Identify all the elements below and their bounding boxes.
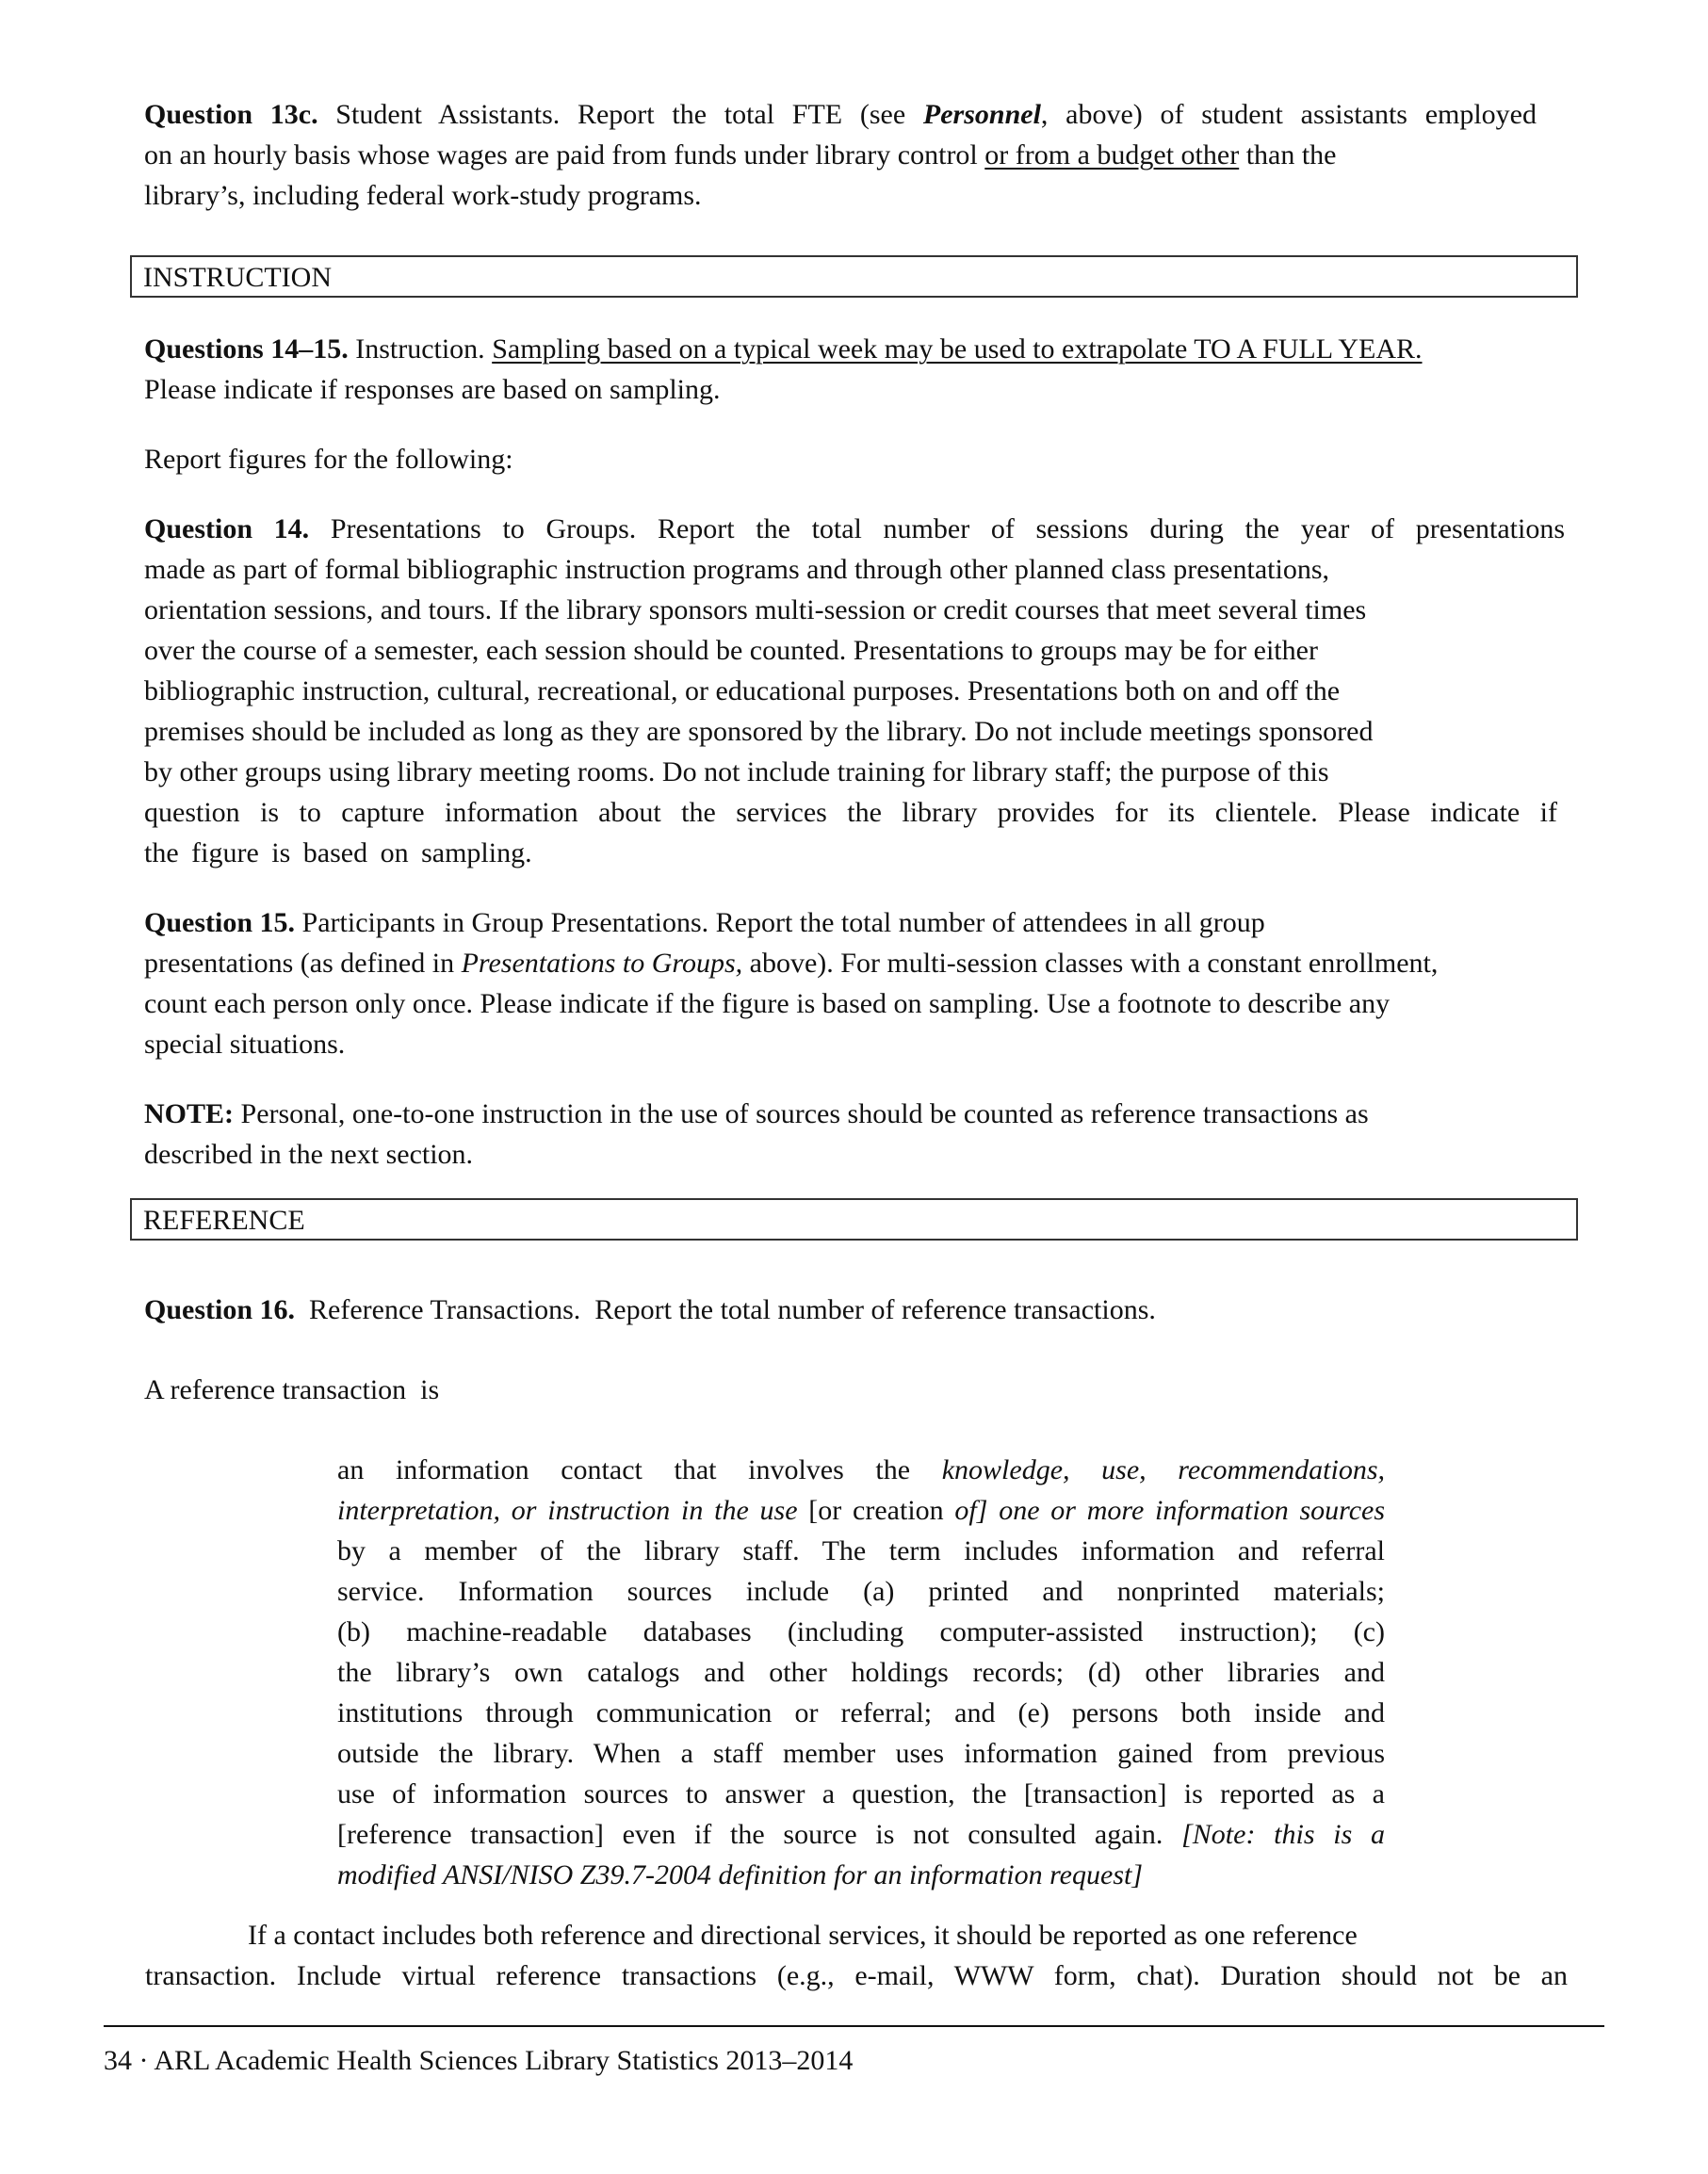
q14-line-9: the figure is based on sampling.	[144, 837, 532, 868]
q13c-line-3: library’s, including federal work-study programs.	[144, 180, 702, 211]
blockquote-line-7: institutions through communication or referral; and (e) persons both inside and	[337, 1697, 1385, 1728]
q14-line-6: premises should be included as long as they are sponsored by the library. Do not include meetings sponsored	[144, 716, 1374, 747]
note-line-2: described in the next section.	[144, 1139, 474, 1170]
q15-line-4: special situations.	[144, 1029, 346, 1060]
blockquote-line-1: an information contact that involves the knowledge, use, recommendations,	[337, 1454, 1385, 1485]
note-label: NOTE:	[144, 1098, 235, 1129]
personnel-term: Personnel	[922, 99, 1041, 130]
budget-underline: or from a budget other	[984, 139, 1240, 170]
q13c-line-2: on an hourly basis whose wages are paid from funds under library control or from a budget other than the	[144, 139, 1337, 170]
section-title: REFERENCE	[143, 1205, 305, 1236]
reference-definition-intro: A reference transaction is	[144, 1374, 440, 1405]
section-title: INSTRUCTION	[143, 262, 332, 293]
q14-line-4: over the course of a semester, each session should be counted. Presentations to groups may be for either	[144, 635, 1318, 666]
section-header-reference	[130, 1198, 1578, 1241]
blockquote-line-8: outside the library. When a staff member uses information gained from previous	[337, 1738, 1385, 1769]
sampling-underline: Sampling based on a typical week may be used to extrapolate TO A FULL YEAR.	[492, 333, 1423, 365]
q14-15-line-1: Questions 14–15. Instruction. Sampling based on a typical week may be used to extrapolate TO A FULL YEAR.	[144, 333, 1423, 365]
blockquote-line-6: the library’s own catalogs and other holdings records; (d) other libraries and	[337, 1657, 1385, 1688]
q14-line-2: made as part of formal bibliographic instruction programs and through other planned class presentations,	[144, 554, 1329, 585]
page-footer: 34 · ARL Academic Health Sciences Library Statistics 2013–2014	[104, 2045, 854, 2076]
footer-divider	[104, 2025, 1604, 2027]
blockquote-line-10: [reference transaction] even if the source is not consulted again. [Note: this is a	[337, 1819, 1385, 1850]
q15-line-2: presentations (as defined in Presentations to Groups, above). For multi-session classes with a constant enrollment,	[144, 948, 1439, 979]
q15-line-3: count each person only once. Please indicate if the figure is based on sampling. Use a footnote to describe any	[144, 988, 1391, 1019]
q14-line-8: question is to capture information about the services the library provides for its clientele. Please indicate if	[144, 797, 1557, 828]
q15-label: Question 15.	[144, 907, 296, 938]
q16-line: Question 16. Reference Transactions. Report the total number of reference transactions.	[144, 1294, 1156, 1325]
presentations-to-groups-term: Presentations to Groups,	[461, 948, 743, 979]
q16-label: Question 16.	[144, 1294, 296, 1325]
section-header-instruction	[130, 255, 1578, 298]
closing-line-1: If a contact includes both reference and directional services, it should be reported as one reference	[248, 1920, 1358, 1951]
q14-line-1: Question 14. Presentations to Groups. Report the total number of sessions during the year of presentations	[144, 513, 1565, 544]
blockquote-line-5: (b) machine-readable databases (including computer-assisted instruction); (c)	[337, 1616, 1385, 1647]
blockquote-line-4: service. Information sources include (a) printed and nonprinted materials;	[337, 1576, 1385, 1607]
blockquote-line-2: interpretation, or instruction in the use [or creation of] one or more information sources	[337, 1495, 1386, 1526]
blockquote-line-11	[337, 1858, 1143, 1892]
ansi-niso-note: modified ANSI/NISO Z39.7-2004 definition for an information request]	[337, 1859, 1143, 1890]
q13c-label: Question 13c.	[144, 99, 318, 130]
q14-15-line-2: Please indicate if responses are based on sampling.	[144, 374, 721, 405]
q14-label: Question 14.	[144, 513, 310, 544]
q13c-line-1: Question 13c. Student Assistants. Report the total FTE (see Personnel, above) of student assistants employed	[144, 99, 1537, 130]
report-figures-text: Report figures for the following:	[144, 444, 513, 475]
note-line-1: NOTE: Personal, one-to-one instruction in the use of sources should be counted as reference transactions as	[144, 1098, 1369, 1129]
closing-line-2: transaction. Include virtual reference transactions (e.g., e-mail, WWW form, chat). Duration should not be an	[145, 1960, 1568, 1991]
q14-line-5: bibliographic instruction, cultural, recreational, or educational purposes. Presentations both on and off the	[144, 675, 1341, 706]
q14-line-7: by other groups using library meeting rooms. Do not include training for library staff; the purpose of this	[144, 756, 1329, 787]
q15-line-1: Question 15. Participants in Group Presentations. Report the total number of attendees in all group	[144, 907, 1265, 938]
q14-15-label: Questions 14–15.	[144, 333, 349, 365]
blockquote-line-9: use of information sources to answer a question, the [transaction] is reported as a	[337, 1778, 1385, 1809]
q14-line-3: orientation sessions, and tours. If the library sponsors multi-session or credit courses that meet several times	[144, 594, 1367, 625]
blockquote-line-3: by a member of the library staff. The term includes information and referral	[337, 1535, 1385, 1566]
